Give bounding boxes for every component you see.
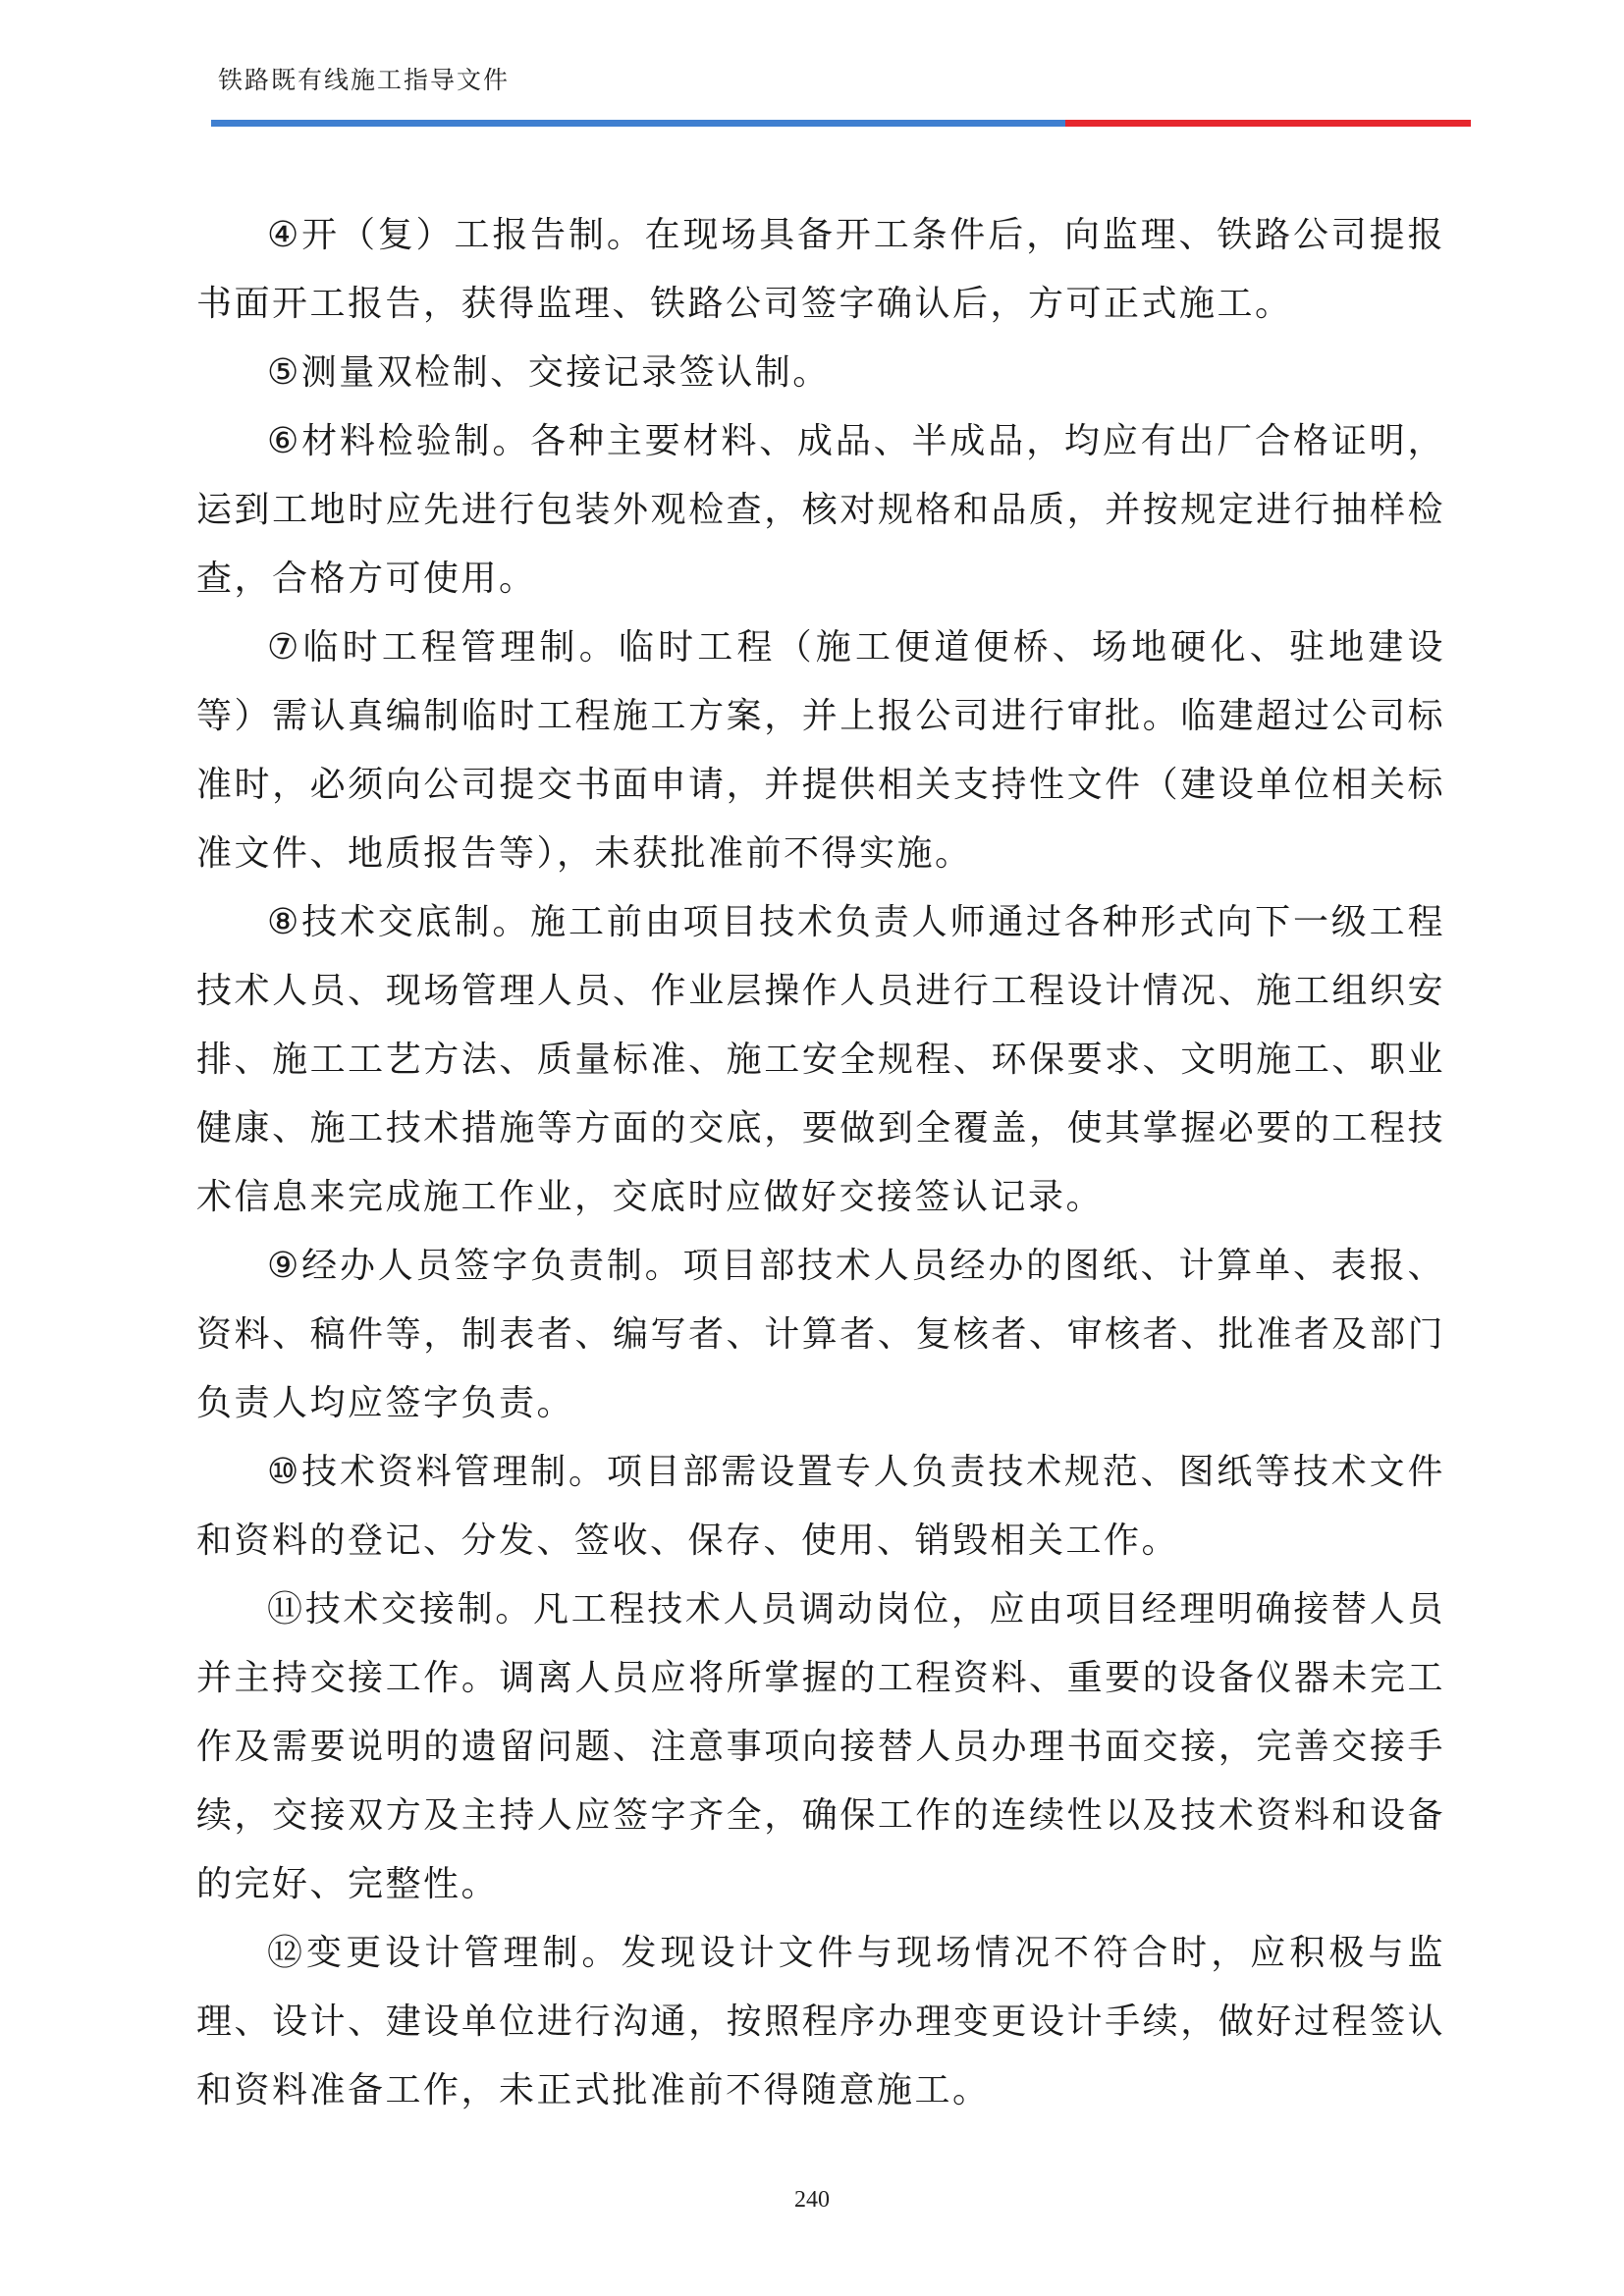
header-divider <box>211 120 1471 127</box>
running-header-title: 铁路既有线施工指导文件 <box>218 66 511 94</box>
paragraph-survey-double-check: ⑤测量双检制、交接记录签认制。 <box>267 352 831 393</box>
paragraph-material-inspection: ⑥材料检验制。各种主要材料、成品、半成品，均应有出厂合格证明，运到工地时应先进行包装外观检查，核对规格和品质，并按规定进行抽样检查，合格方可使用。 <box>196 421 1445 599</box>
header-divider-red <box>1065 120 1471 127</box>
paragraph-technical-handover: ⑪技术交接制。凡工程技术人员调动岗位，应由项目经理明确接替人员并主持交接工作。调离人员应将所掌握的工程资料、重要的设备仪器未完工作及需要说明的遗留问题、注意事项向接替人员办理书面交接，完善交接手续，交接双方及主持人应签字齐全，确保工作的连续性以及技术资料和设备的完好、完整性。 <box>196 1589 1445 1904</box>
paragraph-commencement-report: ④开（复）工报告制。在现场具备开工条件后，向监理、铁路公司提报书面开工报告，获得监理、铁路公司签字确认后，方可正式施工。 <box>196 215 1445 324</box>
document-body <box>196 201 1445 2125</box>
paragraph-design-change: ⑫变更设计管理制。发现设计文件与现场情况不符合时，应积极与监理、设计、建设单位进行沟通，按照程序办理变更设计手续，做好过程签认和资料准备工作，未正式批准前不得随意施工。 <box>196 1933 1445 2110</box>
header-divider-blue <box>211 120 1065 127</box>
paragraph-temporary-works: ⑦临时工程管理制。临时工程（施工便道便桥、场地硬化、驻地建设等）需认真编制临时工程施工方案，并上报公司进行审批。临建超过公司标准时，必须向公司提交书面申请，并提供相关支持性文件（建设单位相关标准文件、地质报告等），未获批准前不得实施。 <box>196 627 1445 874</box>
paragraph-technical-documents: ⑩技术资料管理制。项目部需设置专人负责技术规范、图纸等技术文件和资料的登记、分发、签收、保存、使用、销毁相关工作。 <box>196 1452 1445 1561</box>
paragraph-technical-briefing: ⑧技术交底制。施工前由项目技术负责人师通过各种形式向下一级工程技术人员、现场管理人员、作业层操作人员进行工程设计情况、施工组织安排、施工工艺方法、质量标准、施工安全规程、环保要求、文明施工、职业健康、施工技术措施等方面的交底，要做到全覆盖，使其掌握必要的工程技术信息来完成施工作业，交底时应做好交接签认记录。 <box>196 902 1445 1217</box>
paragraph-signature-responsibility: ⑨经办人员签字负责制。项目部技术人员经办的图纸、计算单、表报、资料、稿件等，制表者、编写者、计算者、复核者、审核者、批准者及部门负责人均应签字负责。 <box>196 1246 1445 1423</box>
page-number: 240 <box>794 2187 830 2213</box>
